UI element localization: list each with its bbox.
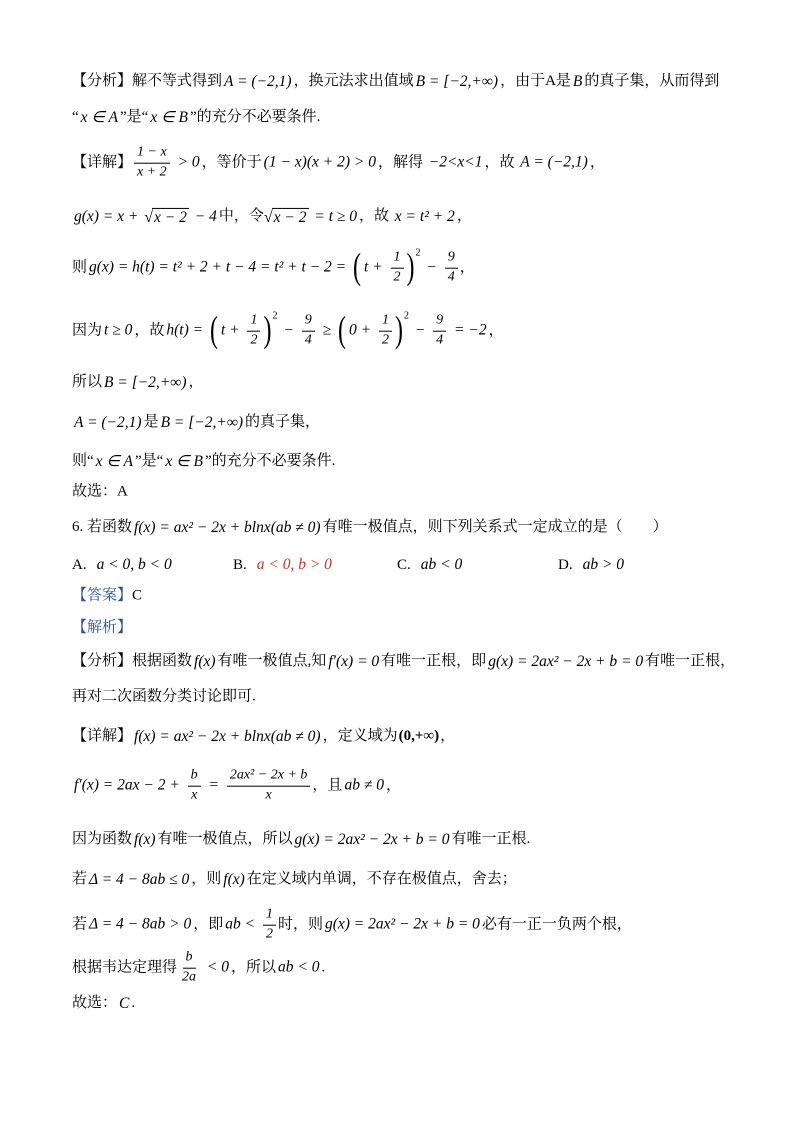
fraction-denominator: 2	[250, 332, 258, 348]
text-segment: ”的充分不必要条件.	[189, 109, 321, 126]
math-expression: A = (−2,1)	[520, 153, 588, 171]
math-expression: g(x) = 2ax² − 2x + b = 0	[294, 830, 450, 848]
fraction	[433, 313, 446, 350]
math-expression: f′(x) = 2ax − 2 +	[74, 776, 184, 794]
q5-detail-line-5	[72, 373, 204, 393]
text-segment: 若	[72, 916, 88, 933]
detail-label: 【详解】	[72, 728, 133, 745]
text-segment: 有唯一正根，即	[381, 653, 487, 670]
q5-detail-line-7	[72, 452, 335, 472]
math-expression: g(x) = 2ax² − 2x + b = 0	[488, 652, 644, 670]
q5-conclusion	[72, 482, 128, 502]
math-expression: f′(x) = 0	[328, 652, 380, 670]
square-root	[264, 208, 309, 227]
text-segment: 时，则	[277, 916, 323, 933]
text-segment: ，	[488, 322, 504, 339]
fraction-denominator: x	[265, 787, 272, 803]
radical-sign: √	[144, 208, 154, 226]
fraction-denominator: 2	[381, 332, 389, 348]
fraction-numerator: 9	[445, 250, 458, 269]
math-expression: x ∈ A	[80, 108, 118, 126]
fraction	[247, 313, 260, 350]
fraction-numerator: 1	[247, 313, 260, 332]
answer-label: 【答案】	[72, 587, 133, 604]
math-expression: − 4	[190, 207, 217, 225]
option-b	[233, 556, 334, 574]
math-expression: −	[279, 321, 298, 339]
math-expression: (1 − x)(x + 2) > 0	[263, 153, 376, 171]
analysis-label: 【分析】	[72, 73, 133, 90]
fraction-numerator: 1	[379, 313, 392, 332]
q6-detail-line-2	[72, 768, 401, 805]
text-segment: 则	[72, 259, 88, 276]
fraction-numerator: b	[188, 768, 201, 787]
big-parenthesis-close: )	[406, 247, 415, 289]
option-label: B.	[233, 556, 247, 573]
text-segment: 是	[143, 414, 159, 431]
math-expression: B = [−2,+∞)	[160, 413, 244, 431]
text-segment: 6. 若函数	[72, 519, 133, 536]
math-expression: −2<x<1	[428, 153, 483, 171]
text-segment: 有唯一正根.	[451, 831, 531, 848]
text-segment: ，定义域为	[322, 728, 398, 745]
math-expression: ab <	[225, 915, 259, 933]
math-expression: > 0	[173, 153, 200, 171]
math-expression: t +	[220, 321, 244, 339]
text-segment: .	[321, 959, 326, 976]
text-segment: ，	[459, 259, 475, 276]
q5-detail-line-4	[72, 310, 504, 352]
fraction	[391, 250, 404, 287]
fraction-denominator: 4	[304, 332, 312, 348]
text-segment: 中，令	[218, 208, 264, 225]
math-expression: = t ≥ 0	[310, 207, 358, 225]
big-parenthesis-open: (	[353, 247, 362, 289]
fraction-numerator: 9	[302, 313, 315, 332]
fraction	[179, 950, 199, 987]
text-segment: ，故	[134, 322, 165, 339]
fraction	[445, 250, 458, 287]
big-parenthesis-open: (	[337, 310, 346, 352]
option-label: D.	[558, 556, 573, 573]
text-segment: 有唯一极值点，则下列关系式一定成立的是（ ）	[322, 519, 668, 536]
explanation-label: 【解析】	[72, 619, 133, 636]
text-segment: ，换元法求出值域	[293, 73, 414, 90]
q6-answer	[72, 586, 142, 606]
math-expression: < 0	[203, 958, 229, 976]
math-expression: f(x) = ax² − 2x + blnx(ab ≠ 0)	[134, 727, 321, 745]
math-expression: f(x)	[194, 652, 216, 670]
fraction-denominator: x	[191, 787, 198, 803]
fraction-denominator: x + 2	[137, 164, 167, 180]
fraction	[263, 907, 276, 944]
math-expression: A = (−2,1)	[74, 413, 142, 431]
q6-detail-line-3	[72, 830, 530, 850]
text-segment: ”是“	[135, 453, 164, 470]
math-var: B	[572, 72, 583, 90]
q5-analysis-line-1	[72, 72, 719, 92]
text-segment: 在定义域内单调，不存在极值点，舍去；	[246, 871, 517, 888]
math-set-a: A = (−2,1)	[224, 72, 292, 90]
math-var: C	[119, 994, 130, 1012]
text-segment: ，所以	[230, 959, 276, 976]
text-segment: ，	[589, 154, 605, 171]
option-text: ab > 0	[582, 556, 625, 573]
math-expression: = −2	[450, 321, 487, 339]
math-expression: t +	[364, 258, 387, 276]
math-expression: f(x)	[134, 830, 156, 848]
text-segment: ，且	[312, 777, 343, 794]
text-segment: 根据韦达定理得	[72, 959, 178, 976]
fraction-numerator: 9	[433, 313, 446, 332]
q6-stem	[72, 518, 668, 538]
text-segment: 根据函数	[132, 653, 193, 670]
math-expression: t ≥ 0	[104, 321, 133, 339]
fraction-numerator: 2ax² − 2x + b	[227, 768, 311, 787]
radicand: x − 2	[273, 208, 307, 226]
fraction-denominator: 2	[265, 926, 273, 942]
math-expression: g(x) = x +	[74, 207, 143, 225]
q6-analysis-line-2	[72, 687, 256, 707]
text-segment: ”是“	[120, 109, 149, 126]
option-label: A.	[72, 556, 87, 573]
math-expression: h(t) =	[166, 321, 207, 339]
text-segment: 所以	[72, 374, 103, 391]
answer-value: C	[132, 587, 143, 604]
detail-label: 【详解】	[72, 154, 133, 171]
math-expression: B = [−2,+∞)	[104, 373, 187, 391]
q6-detail-line-6	[72, 950, 325, 987]
math-expression: −	[410, 321, 430, 339]
text-segment: ，故	[359, 208, 393, 225]
text-segment: ”的充分不必要条件.	[204, 453, 336, 470]
option-a	[72, 556, 174, 574]
text-segment: 的真子集，从而得到	[584, 73, 720, 90]
fraction-numerator: 1 − x	[134, 145, 170, 164]
text-segment: ，	[440, 728, 456, 745]
square-root	[144, 208, 189, 227]
q6-detail-line-1	[72, 727, 455, 747]
math-expression: 0 +	[348, 321, 375, 339]
text-segment: 故选：	[72, 995, 118, 1012]
text-segment: “	[72, 109, 79, 126]
exponent: 2	[415, 247, 421, 259]
text-segment: .	[131, 995, 136, 1012]
big-parenthesis-close: )	[394, 310, 403, 352]
text-segment: 有唯一正根，	[645, 653, 736, 670]
math-expression: ab ≠ 0	[344, 776, 384, 794]
exponent: 2	[272, 310, 278, 322]
text-segment: ，故	[484, 154, 519, 171]
math-expression: g(x) = 2ax² − 2x + b = 0	[324, 915, 480, 933]
math-expression: g(x) = h(t) = t² + 2 + t − 4 = t² + t − 2 =	[89, 258, 351, 276]
text-segment: 有唯一极值点，所以	[157, 831, 293, 848]
text-segment: ，	[188, 374, 204, 391]
q5-detail-line-2	[72, 207, 472, 227]
fraction	[302, 313, 315, 350]
text-segment: ，等价于	[201, 154, 262, 171]
text-segment: 必有一正一负两个根，	[481, 916, 632, 933]
fraction	[379, 313, 392, 350]
q5-analysis-line-2	[72, 108, 320, 128]
fraction	[188, 768, 201, 805]
math-expression: ≥	[318, 321, 335, 339]
math-set-b: B = [−2,+∞)	[415, 72, 499, 90]
q5-detail-line-1	[72, 145, 605, 182]
exponent: 2	[403, 310, 409, 322]
big-parenthesis-close: )	[263, 310, 272, 352]
text-segment: ，	[385, 777, 401, 794]
option-text: ab < 0	[420, 556, 463, 573]
text-segment: ，则	[191, 871, 222, 888]
option-c	[397, 556, 464, 574]
option-d	[558, 556, 626, 574]
text-segment: ，即	[193, 916, 224, 933]
q6-detail-line-4	[72, 870, 517, 890]
text-segment: ，解得	[377, 154, 427, 171]
option-label: C.	[397, 556, 411, 573]
fraction-denominator: 2a	[182, 969, 197, 985]
fraction-denominator: 4	[447, 269, 455, 285]
q6-analysis-line-1	[72, 652, 735, 672]
math-expression: x ∈ A	[95, 452, 133, 470]
q6-detail-line-5	[72, 907, 632, 944]
math-expression: x = t² + 2	[394, 207, 455, 225]
math-expression: f(x) = ax² − 2x + blnx(ab ≠ 0)	[134, 518, 321, 536]
radical-sign: √	[263, 208, 273, 226]
q5-detail-line-3	[72, 247, 475, 289]
text-segment: 有唯一极值点,知	[217, 653, 327, 670]
option-text: a < 0, b < 0	[96, 556, 172, 573]
fraction-denominator: 2	[393, 269, 401, 285]
option-text: a < 0, b > 0	[256, 556, 332, 573]
text-segment: 因为	[72, 322, 103, 339]
text-segment: ，由于A是	[500, 73, 571, 90]
text-segment: 解不等式得到	[132, 73, 223, 90]
text-segment: 则“	[72, 453, 94, 470]
fraction-numerator: 1	[391, 250, 404, 269]
text-segment: 若	[72, 871, 88, 888]
fraction-numerator: 1	[263, 907, 276, 926]
analysis-label: 【分析】	[72, 653, 133, 670]
math-expression: ab < 0	[278, 958, 320, 976]
math-expression: f(x)	[223, 870, 245, 888]
conclusion-text: 故选：A	[72, 483, 128, 500]
domain-interval: (0,+∞)	[398, 728, 440, 745]
math-expression: −	[422, 258, 441, 276]
text-segment: 的真子集，	[245, 414, 321, 431]
q6-explanation-heading	[72, 618, 132, 638]
fraction-denominator: 4	[436, 332, 444, 348]
math-expression: x ∈ B	[165, 452, 203, 470]
radicand: x − 2	[154, 208, 187, 226]
fraction	[227, 768, 311, 805]
text-segment: 因为函数	[72, 831, 133, 848]
math-expression: Δ = 4 − 8ab ≤ 0	[89, 870, 190, 888]
big-parenthesis-open: (	[209, 310, 218, 352]
fraction	[134, 145, 170, 182]
math-expression: =	[204, 776, 223, 794]
q6-conclusion	[72, 994, 135, 1014]
q5-detail-line-6	[72, 413, 320, 433]
fraction-numerator: b	[183, 950, 196, 969]
text-segment: ，	[456, 208, 472, 225]
text-segment: 再对二次函数分类讨论即可.	[72, 688, 256, 705]
math-expression: x ∈ B	[150, 108, 188, 126]
math-expression: Δ = 4 − 8ab > 0	[89, 915, 192, 933]
